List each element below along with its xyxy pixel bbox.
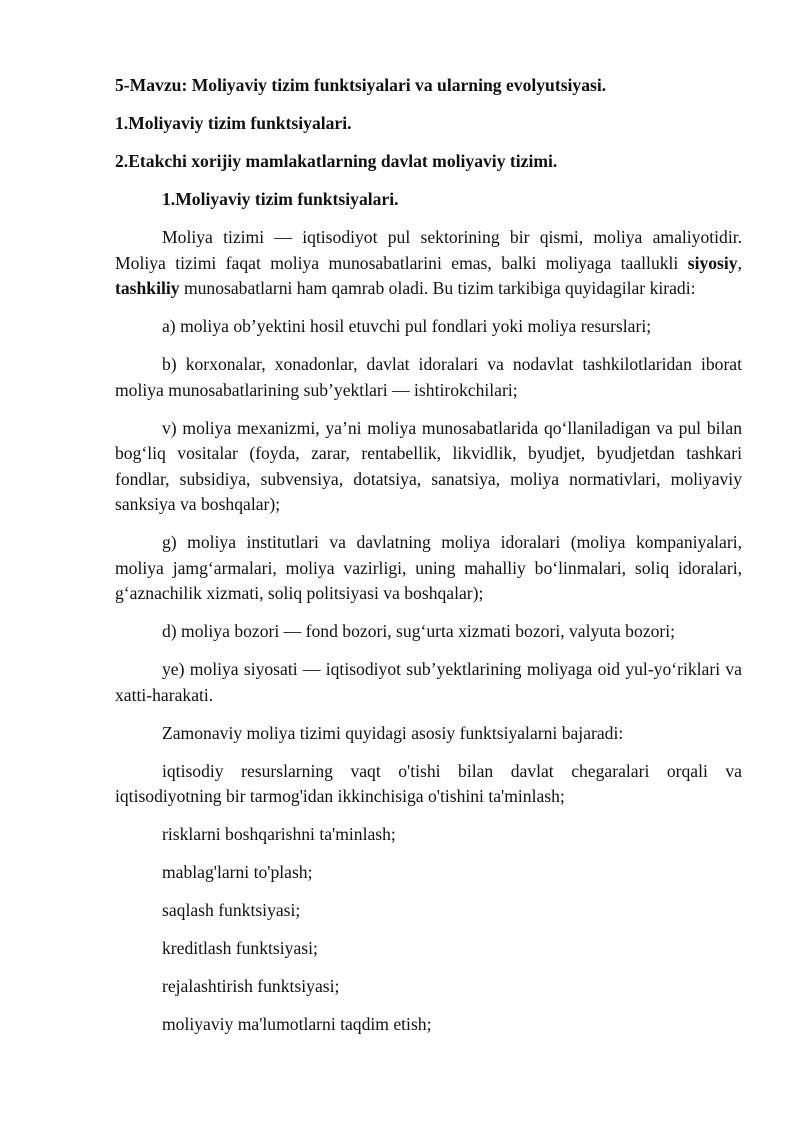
functions-intro: Zamonaviy moliya tizimi quyidagi asosiy funktsiyalarni bajaradi: bbox=[162, 722, 624, 743]
topic-heading: 5-Mavzu: Moliyaviy tizim funktsiyalari va ularning evolyutsiyasi. bbox=[115, 75, 607, 95]
component-item-b: b) korxonalar, xonadonlar, davlat idoralari va nodavlat tashkilotlaridan iborat moliya munosabatlarining sub’yektlari — ishtirokchilari; bbox=[115, 354, 742, 400]
component-item-d: d) moliya bozori — fond bozori, sug‘urta xizmati bozori, valyuta bozori; bbox=[162, 621, 676, 641]
function-item: kreditlash funktsiyasi; bbox=[162, 938, 318, 958]
section-heading: 1.Moliyaviy tizim funktsiyalari. bbox=[162, 189, 399, 209]
document-page bbox=[115, 73, 742, 1050]
function-item: rejalashtirish funktsiyasi; bbox=[162, 976, 340, 996]
component-item-ye: ye) moliya siyosati — iqtisodiyot sub’yektlarining moliyaga oid yul-yo‘riklari va xatti-harakati. bbox=[115, 659, 742, 705]
component-item-v: v) moliya mexanizmi, ya’ni moliya munosabatlarida qo‘llaniladigan va pul bilan bog‘liq vositalar (foyda, zarar, rentabellik, likvidlik, byudjet, byudjetdan tashkari fondlar, subsidiya, subvensiya, dotatsiya, sanatsiya, moliya normativlari, moliyaviy sanksiya va boshqalar); bbox=[115, 417, 742, 514]
function-item: moliyaviy ma'lumotlarni taqdim etish; bbox=[162, 1014, 432, 1034]
function-item: iqtisodiy resurslarning vaqt o'tishi bilan davlat chegaralari orqali va iqtisodiyotning bir tarmog'idan ikkinchisiga o'tishini ta'minlash; bbox=[115, 760, 742, 806]
intro-bold-political: siyosiy bbox=[687, 252, 738, 273]
function-item: risklarni boshqarishni ta'minlash; bbox=[162, 824, 396, 844]
intro-text-3: munosabatlarni ham qamrab oladi. Bu tizim tarkibiga quyidagilar kiradi: bbox=[179, 278, 696, 298]
intro-text-1: Moliya tizimi — iqtisodiyot pul sektorining bir qismi, moliya amaliyotidir. Moliya tizimi faqat moliya munosabatlarini emas, balki moliyaga taallukli bbox=[115, 227, 742, 273]
plan-item-1: 1.Moliyaviy tizim funktsiyalari. bbox=[115, 113, 352, 133]
intro-text-2: , bbox=[737, 252, 742, 273]
plan-item-2: 2.Etakchi xorijiy mamlakatlarning davlat moliyaviy tizimi. bbox=[115, 151, 558, 171]
intro-bold-organizational: tashkiliy bbox=[115, 278, 180, 298]
function-item: saqlash funktsiyasi; bbox=[162, 900, 301, 920]
component-item-g: g) moliya institutlari va davlatning moliya idoralari (moliya kompaniyalari, moliya jamg‘armalari, moliya vazirligi, uning mahalliy bo‘linmalari, soliq idoralari, g‘aznachilik xizmati, soliq politsiyasi va boshqalar); bbox=[115, 532, 742, 603]
intro-paragraph bbox=[115, 225, 742, 302]
function-item: mablag'larni to'plash; bbox=[162, 862, 313, 882]
component-item-a: a) moliya ob’yektini hosil etuvchi pul fondlari yoki moliya resurslari; bbox=[162, 316, 652, 336]
